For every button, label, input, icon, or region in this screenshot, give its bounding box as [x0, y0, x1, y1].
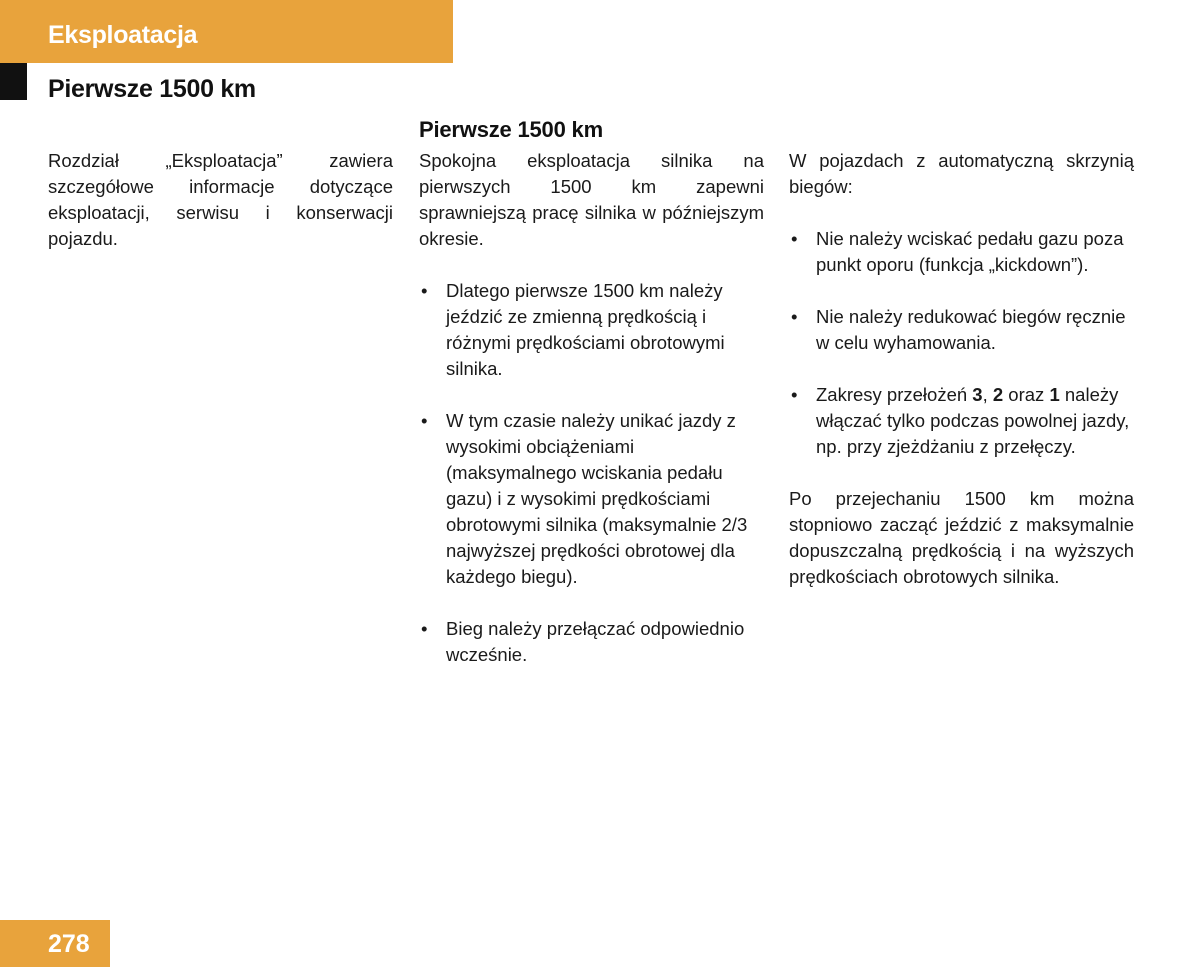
column-automatic-transmission [789, 148, 1134, 590]
list-item-text [816, 384, 1129, 457]
list-item [419, 278, 764, 382]
section-marker [0, 63, 27, 100]
list-item [789, 304, 1134, 356]
section-tab [0, 0, 453, 63]
bullet-icon: • [791, 306, 798, 327]
gear-separator: , [982, 384, 993, 405]
list-item-text: Dlatego pierwsze 1500 km należy jeździć ze zmienną prędkością i różnymi prędkościami obrotowymi silnika. [446, 280, 725, 379]
list-item-text: Nie należy wciskać pedału gazu poza punkt oporu (funkcja „kickdown”). [816, 228, 1124, 275]
page-number: 278 [48, 930, 90, 958]
gear-3-label: 3 [972, 384, 983, 405]
list-item-text: W tym czasie należy unikać jazdy z wysokimi obciążeniami (maksymalnego wciskania pedału gazu) i z wysokimi prędkościami obrotowymi silnika (maksymalnie 2/3 najwyższej prędkości obrotowej dla każdego biegu). [446, 410, 748, 587]
list-item [419, 408, 764, 590]
bullet-icon: • [421, 618, 428, 639]
gear-separator: oraz [1003, 384, 1050, 405]
automatic-intro: W pojazdach z automatyczną skrzynią biegów: [789, 150, 1134, 197]
gear-ranges-prefix: Zakresy przełożeń [816, 384, 973, 405]
page-number-box [0, 920, 110, 967]
bullet-icon: • [421, 280, 428, 301]
bullet-icon: • [791, 228, 798, 249]
section-tab-label: Eksploatacja [48, 21, 198, 49]
list-item [789, 226, 1134, 278]
break-in-heading: Pierwsze 1500 km [419, 117, 603, 142]
list-item [419, 616, 764, 668]
list-item-text: Bieg należy przełączać odpowiednio wcześnie. [446, 618, 745, 665]
bullet-icon: • [421, 410, 428, 431]
page-title: Pierwsze 1500 km [48, 75, 256, 103]
column-intro [48, 148, 393, 252]
list-item-text: Nie należy redukować biegów ręcznie w celu wyhamowania. [816, 306, 1126, 353]
list-item [789, 382, 1134, 460]
automatic-list [789, 226, 1134, 460]
break-in-intro: Spokojna eksploatacja silnika na pierwszych 1500 km zapewni sprawniejszą pracę silnika w późniejszym okresie. [419, 150, 764, 249]
intro-paragraph: Rozdział „Eksploatacja” zawiera szczegółowe informacje dotyczące eksploatacji, serwisu i konserwacji pojazdu. [48, 150, 393, 249]
gear-ranges-suffix: należy włączać tylko podczas powolnej jazdy, np. przy zjeżdżaniu z przełęczy. [816, 384, 1130, 457]
gear-1-label: 1 [1049, 384, 1060, 405]
bullet-icon: • [791, 384, 798, 405]
break-in-list [419, 278, 764, 668]
gear-2-label: 2 [992, 384, 1004, 405]
column-break-in [419, 117, 764, 694]
automatic-outro: Po przejechaniu 1500 km można stopniowo zacząć jeździć z maksymalnie dopuszczalną prędkością i na wyższych prędkościach obrotowych silnika. [789, 488, 1134, 587]
